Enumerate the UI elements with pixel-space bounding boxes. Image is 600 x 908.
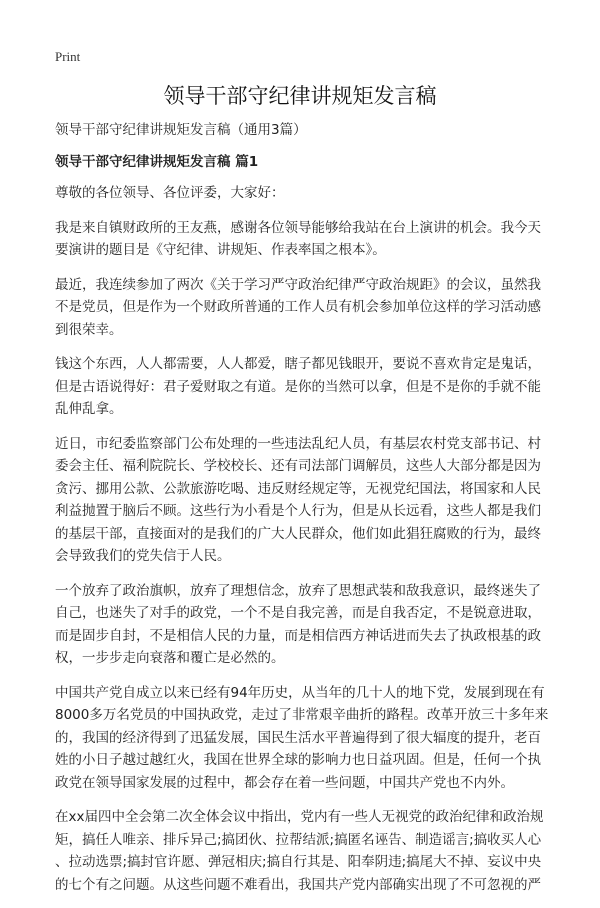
document-subtitle: 领导干部守纪律讲规矩发言稿（通用3篇） — [55, 122, 307, 138]
paragraph-line: 权，一步步走向衰落和覆亡是必然的。 — [55, 650, 285, 666]
paragraphs — [55, 182, 555, 896]
paragraph-line: 到很荣幸。 — [55, 321, 123, 338]
paragraph-line: 的，我国的经济得到了迅猛发展，国民生活水平普遍得到了很大辐度的提升，老百 — [55, 729, 541, 746]
paragraph — [55, 433, 555, 568]
paragraph — [55, 217, 555, 262]
paragraph — [55, 806, 555, 896]
print-link[interactable]: Print — [55, 49, 81, 64]
paragraph-line: 利益抛置于脑后不顾。这些行为小看是个人行为，但是从长远看，这些人都是我们 — [55, 503, 541, 519]
section-heading: 领导干部守纪律讲规矩发言稿 篇1 — [55, 154, 259, 170]
document-title: 领导干部守纪律讲规矩发言稿 — [163, 84, 437, 108]
paragraph-line: 贪污、挪用公款、公款旅游吃喝、违反财经规定等，无视党纪国法，将国家和人民 — [55, 480, 541, 497]
paragraph-line: 的基层干部，直接面对的是我们的广大人民群众，他们如此猖狂腐败的行为，最终 — [55, 525, 541, 542]
paragraph — [55, 353, 555, 421]
paragraph-line: 钱这个东西，人人都需要，人人都爱，瞎子都见钱眼开，要说不喜欢肯定是鬼话， — [55, 356, 541, 372]
paragraph-line: 自己，也迷失了对手的政党，一个不是自我完善，而是自我否定，不是锐意进取， — [55, 605, 541, 621]
paragraph-line: 尊敬的各位领导、各位评委，大家好： — [55, 185, 285, 201]
paragraph-line: 但是古语说得好：君子爱财取之有道。是你的当然可以拿，但是不是你的手就不能 — [55, 378, 541, 395]
document-body — [55, 120, 555, 908]
paragraph — [55, 182, 555, 205]
paragraph-line: 我是来自镇财政所的王友燕，感谢各位领导能够给我站在台上演讲的机会。我今天 — [55, 219, 541, 236]
paragraph-line: 姓的小日子越过越红火，我国在世界全球的影响力也日益巩固。但是，任何一个执 — [55, 752, 541, 768]
paragraph-line: 而是固步自封，不是相信人民的力量，而是相信西方神话进而失去了执政根基的政 — [55, 627, 541, 644]
paragraph-line: 一个放弃了政治旗帜，放弃了理想信念，放弃了思想武装和敌我意识，最终迷失了 — [55, 582, 541, 599]
paragraph-line: 近日，市纪委监察部门公布处理的一些违法乱纪人员，有基层农村党支部书记、村 — [55, 435, 541, 452]
paragraph-line: 、拉动选票;搞封官许愿、弹冠相庆;搞自行其是、阳奉阴违;搞尾大不掉、妄议中央 — [55, 854, 542, 870]
paragraph — [55, 580, 555, 670]
paragraph-line: 会导致我们的党失信于人民。 — [55, 548, 231, 564]
paragraph-line: 要演讲的题目是《守纪律、讲规矩、作表率国之根本》。 — [55, 242, 386, 258]
paragraph-line: 最近，我连续参加了两次《关于学习严守政治纪律严守政治规距》的会议，虽然我 — [55, 276, 541, 293]
paragraph-line: 8000多万名党员的中国执政党，走过了非常艰辛曲折的路程。改革开放三十多年来 — [55, 707, 549, 723]
paragraph-line: 不是党员，但是作为一个财政所普通的工作人员有机会参加单位这样的学习活动感 — [55, 299, 541, 315]
paragraph — [55, 682, 555, 795]
paragraph-line: 委会主任、福利院院长、学校校长、还有司法部门调解员，这些人大部分都是因为 — [55, 458, 541, 474]
paragraph-line: 政党在领导国家发展的过程中，都会存在着一些问题，中国共产党也不内外。 — [55, 774, 514, 791]
paragraph-line: 在xx届四中全会第二次全体会议中指出，党内有一些人无视党的政治纪律和政治规 — [55, 809, 544, 825]
paragraph-line: 中国共产党自成立以来已经有94年历史，从当年的几十人的地下党，发展到现在有 — [55, 684, 545, 701]
paragraph-line: 矩，搞任人唯亲、排斥异己;搞团伙、拉帮结派;搞匿名诬告、制造谣言;搞收买人心 — [55, 831, 542, 848]
paragraph-line: 乱伸乱拿。 — [55, 401, 123, 417]
paragraph — [55, 274, 555, 342]
paragraph-line: 的七个有之问题。从这些问题不难看出，我国共产党内部确实出现了不可忽视的严 — [55, 876, 541, 893]
